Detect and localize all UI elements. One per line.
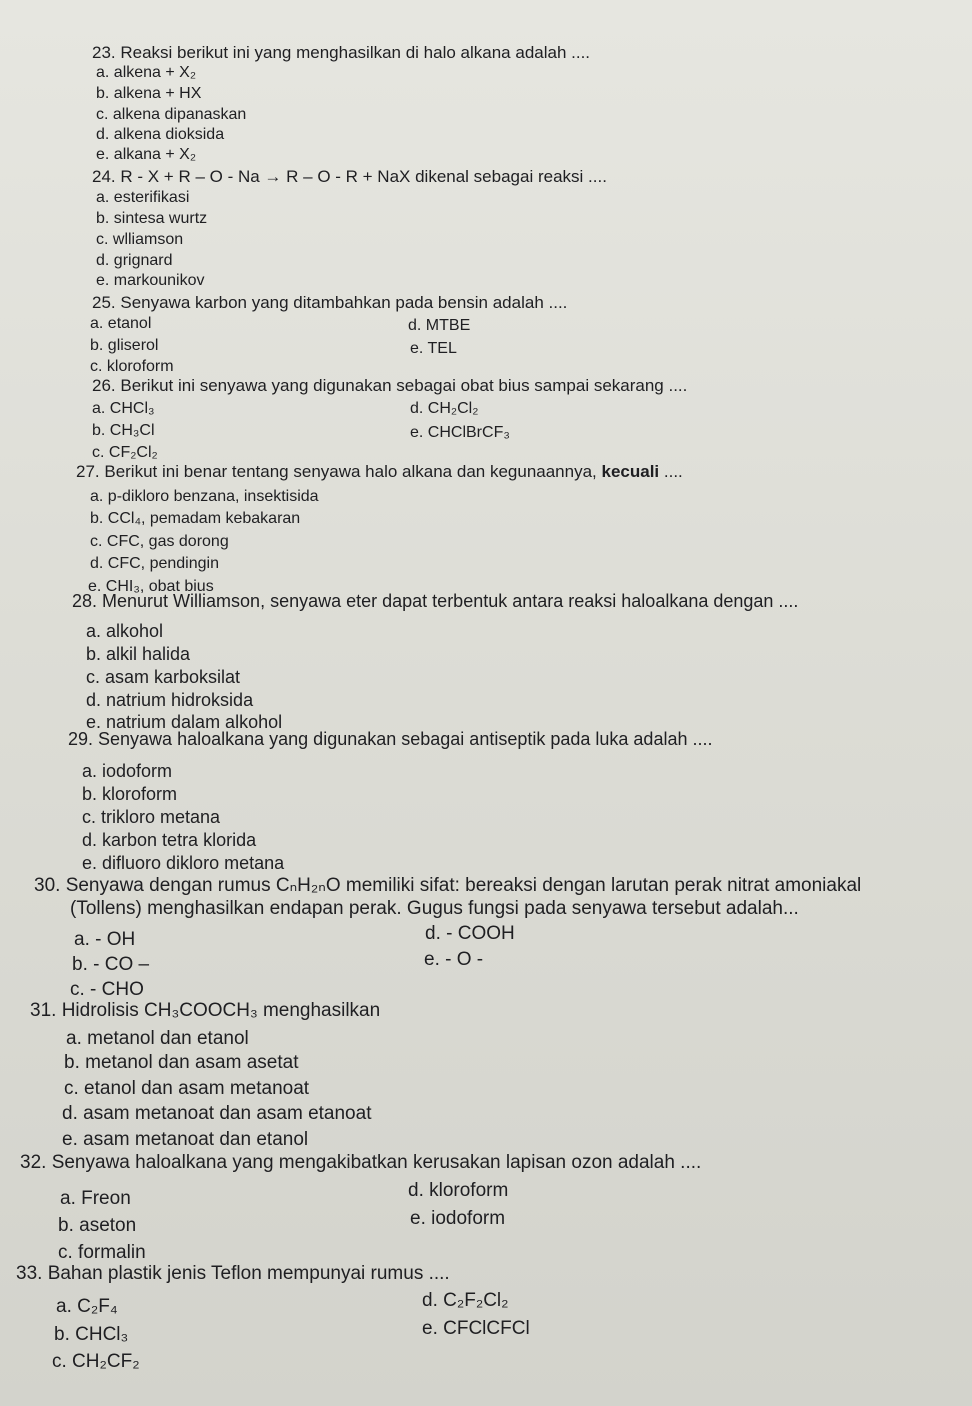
question-32: 32. Senyawa haloalkana yang mengakibatkan kerusakan lapisan ozon adalah .... bbox=[20, 1152, 702, 1173]
q32-option-d: d. kloroform bbox=[408, 1180, 509, 1201]
question-30-line2: (Tollens) menghasilkan endapan perak. Gugus fungsi pada senyawa tersebut adalah... bbox=[70, 898, 799, 919]
q27-option-c: c. CFC, gas dorong bbox=[90, 533, 229, 550]
q33-option-e: e. CFClCFCl bbox=[422, 1318, 530, 1339]
q33-option-a: a. C₂F₄ bbox=[56, 1296, 118, 1317]
q31-option-d: d. asam metanoat dan asam etanoat bbox=[62, 1103, 372, 1124]
q29-option-d: d. karbon tetra klorida bbox=[82, 830, 257, 850]
q33-option-d: d. C₂F₂Cl₂ bbox=[422, 1290, 509, 1311]
q28-option-b: b. alkil halida bbox=[86, 644, 191, 664]
q25-option-e: e. TEL bbox=[410, 340, 457, 357]
q25-option-a: a. etanol bbox=[90, 315, 152, 332]
question-24: 24. R - X + R – O - Na → R – O - R + NaX dikenal sebagai reaksi .... bbox=[92, 167, 607, 186]
q28-option-e: e. natrium dalam alkohol bbox=[86, 712, 283, 732]
q32-option-a: a. Freon bbox=[60, 1188, 131, 1209]
q33-option-c: c. CH₂CF₂ bbox=[52, 1351, 140, 1372]
q24-option-e: e. markounikov bbox=[96, 272, 205, 289]
question-29: 29. Senyawa haloalkana yang digunakan sebagai antiseptik pada luka adalah .... bbox=[68, 729, 713, 749]
q25-option-c: c. kloroform bbox=[90, 358, 174, 375]
q27-option-b: b. CCl₄, pemadam kebakaran bbox=[90, 510, 301, 527]
question-28: 28. Menurut Williamson, senyawa eter dapat terbentuk antara reaksi haloalkana dengan .... bbox=[72, 591, 799, 611]
q24-option-a: a. esterifikasi bbox=[96, 189, 190, 206]
q32-option-c: c. formalin bbox=[58, 1242, 146, 1263]
q29-option-b: b. kloroform bbox=[82, 784, 178, 804]
q24-option-d: d. grignard bbox=[96, 252, 173, 269]
q31-option-a: a. metanol dan etanol bbox=[66, 1028, 249, 1049]
question-27-kecuali: kecuali bbox=[601, 462, 660, 481]
q30-option-b: b. - CO – bbox=[72, 954, 150, 975]
q29-option-a: a. iodoform bbox=[82, 761, 173, 781]
q33-option-b: b. CHCl₃ bbox=[54, 1324, 129, 1345]
q25-option-d: d. MTBE bbox=[408, 317, 471, 334]
q24-option-b: b. sintesa wurtz bbox=[96, 210, 208, 227]
q26-option-e: e. CHClBrCF₃ bbox=[410, 424, 510, 441]
q30-option-a: a. - OH bbox=[74, 929, 136, 950]
question-27-text: 27. Berikut ini benar tentang senyawa halo alkana dan kegunaannya, bbox=[76, 462, 602, 481]
q31-option-e: e. asam metanoat dan etanol bbox=[62, 1129, 309, 1150]
q26-option-b: b. CH₃Cl bbox=[92, 422, 155, 439]
question-31: 31. Hidrolisis CH₃COOCH₃ menghasilkan bbox=[30, 1000, 381, 1021]
q25-option-b: b. gliserol bbox=[90, 337, 159, 354]
question-26: 26. Berikut ini senyawa yang digunakan sebagai obat bius sampai sekarang .... bbox=[92, 376, 688, 395]
question-25: 25. Senyawa karbon yang ditambahkan pada bensin adalah .... bbox=[92, 293, 568, 312]
q26-option-c: c. CF₂Cl₂ bbox=[92, 444, 158, 461]
q32-option-e: e. iodoform bbox=[410, 1208, 506, 1229]
q23-option-c: c. alkena dipanaskan bbox=[96, 106, 247, 123]
q31-option-c: c. etanol dan asam metanoat bbox=[64, 1078, 310, 1099]
q28-option-d: d. natrium hidroksida bbox=[86, 690, 254, 710]
question-23: 23. Reaksi berikut ini yang menghasilkan di halo alkana adalah .... bbox=[92, 43, 591, 62]
q31-option-b: b. metanol dan asam asetat bbox=[64, 1052, 299, 1073]
q26-option-d: d. CH₂Cl₂ bbox=[410, 400, 479, 417]
q30-option-c: c. - CHO bbox=[70, 979, 144, 1000]
q30-option-e: e. - O - bbox=[424, 949, 484, 970]
q27-option-e: e. CHI₃, obat bius bbox=[88, 578, 214, 595]
q30-option-d: d. - COOH bbox=[425, 923, 515, 944]
q29-option-e: e. difluoro dikloro metana bbox=[82, 853, 285, 873]
q27-option-a: a. p-dikloro benzana, insektisida bbox=[90, 488, 319, 505]
question-30-line1: 30. Senyawa dengan rumus CₙH₂ₙO memiliki sifat: bereaksi dengan larutan perak nitrat amoniakal bbox=[34, 875, 862, 896]
q29-option-c: c. trikloro metana bbox=[82, 807, 221, 827]
q28-option-a: a. alkohol bbox=[86, 621, 164, 641]
q28-option-c: c. asam karboksilat bbox=[86, 667, 241, 687]
q24-option-c: c. wlliamson bbox=[96, 231, 184, 248]
question-27 bbox=[76, 463, 683, 480]
q23-option-e: e. alkana + X₂ bbox=[96, 146, 197, 163]
q32-option-b: b. aseton bbox=[58, 1215, 137, 1236]
q27-option-d: d. CFC, pendingin bbox=[90, 555, 219, 572]
q23-option-b: b. alkena + HX bbox=[96, 85, 202, 102]
question-33: 33. Bahan plastik jenis Teflon mempunyai rumus .... bbox=[16, 1263, 450, 1284]
question-27-ellipsis: .... bbox=[659, 462, 683, 481]
q23-option-a: a. alkena + X₂ bbox=[96, 64, 197, 81]
q26-option-a: a. CHCl₃ bbox=[92, 400, 155, 417]
q23-option-d: d. alkena dioksida bbox=[96, 126, 225, 143]
